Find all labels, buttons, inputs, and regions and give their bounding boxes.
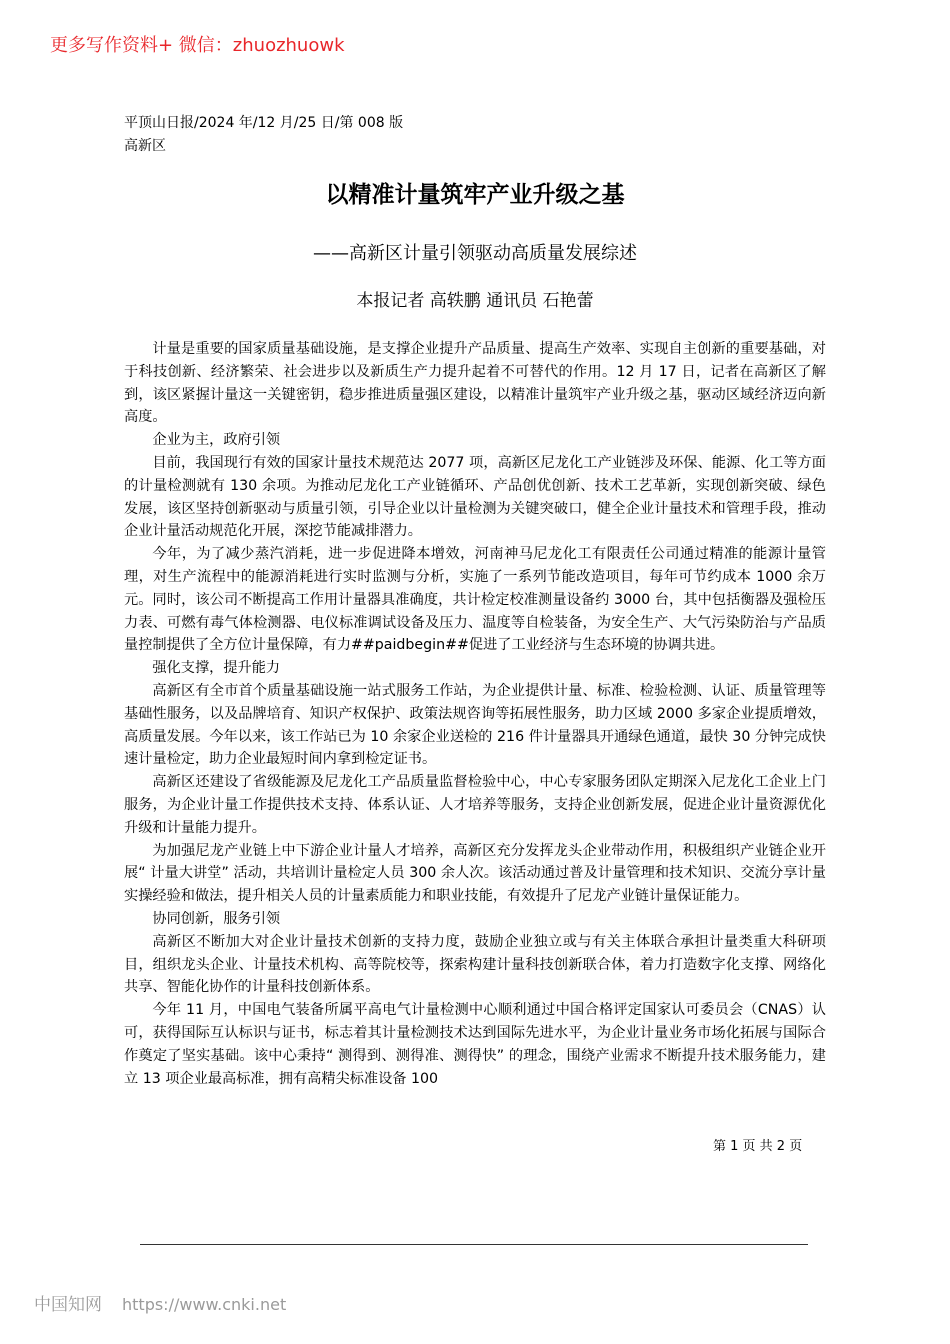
paragraph: 高新区有全市首个质量基础设施一站式服务工作站，为企业提供计量、标准、检验检测、认证、质量管理等基础性服务，以及品牌培育、知识产权保护、政策法规咨询等拓展性服务，助力区域 2000 多家企业提质增效，高质量发展。今年以来，该工作站已为 10 余家企业送检的 216 件计量器具开通绿色通道，最快 30 分钟完成快速计量检定，助力企业最短时间内拿到检定证书。 [124, 682, 826, 768]
source-line: 平顶山日报/2024 年/12 月/25 日/第 008 版高新区 [124, 115, 404, 154]
paragraph: 目前，我国现行有效的国家计量技术规范达 2077 项，高新区尼龙化工产业链涉及环保、能源、化工等方面的计量检测就有 130 余项。为推动尼龙化工产业链循环、产品创优创新、技术工艺革新，实现创新突破、绿色发展，该区坚持创新驱动与质量引领，引导企业以计量检测为关键突破口，健全企业计量技术和管理手段，推动企业计量活动规范化开展，深挖节能减排潜力。 [124, 454, 826, 540]
paragraph: 高新区不断加大对企业计量技术创新的支持力度，鼓励企业独立或与有关主体联合承担计量类重大科研项目，组织龙头企业、计量技术机构、高等院校等，探索构建计量科技创新联合体，着力打造数字化支撑、网络化共享、智能化协作的计量科技创新体系。 [124, 933, 826, 996]
article-title: 以精准计量筑牢产业升级之基 [325, 182, 625, 208]
article-byline: 本报记者 高轶鹏 通讯员 石艳蕾 [356, 291, 594, 311]
article-body [124, 338, 826, 1090]
footer-watermark [34, 1294, 286, 1316]
promo-banner[interactable]: 更多写作资料+ 微信：zhuozhuowk [50, 35, 345, 56]
paragraph: 高新区还建设了省级能源及尼龙化工产品质量监督检验中心，中心专家服务团队定期深入尼龙化工企业上门服务，为企业计量工作提供技术支持、体系认证、人才培养等服务，支持企业创新发展，促进企业计量资源优化升级和计量能力提升。 [124, 774, 826, 836]
paragraph: 今年，为了减少蒸汽消耗，进一步促进降本增效，河南神马尼龙化工有限责任公司通过精准的能源计量管理，对生产流程中的能源消耗进行实时监测与分析，实施了一系列节能改造项目，每年可节约成本 1000 余万元。同时，该公司不断提高工作用计量器具准确度，共计检定校准测量设备约 3000 台，其中包括衡器及强检压力表、可燃有毒气体检测器、电仪标准调试设备及压力、温度等自检装备，为安全生产、大气污染防治与产品质量控制提供了全方位计量保障，有力##paidbegin##促进了工业经济与生态环境的协调共进。 [124, 546, 826, 654]
paragraph: 为加强尼龙产业链上中下游企业计量人才培养，高新区充分发挥龙头企业带动作用，积极组织产业链企业开展“ 计量大讲堂” 活动，共培训计量检定人员 300 余人次。该活动通过普及计量管理和技术知识、交流分享计量实操经验和做法，提升相关人员的计量素质能力和职业技能，有效提升了尼龙产业链计量保证能力。 [124, 842, 826, 905]
section-heading: 协同创新，服务引领 [152, 910, 281, 927]
paragraph: 今年 11 月，中国电气装备所属平高电气计量检测中心顺利通过中国合格评定国家认可委员会（CNAS）认可，获得国际互认标识与证书，标志着其计量检测技术达到国际先进水平，为企业计量业务市场化拓展与国际合作奠定了坚实基础。该中心秉持“ 测得到、测得准、测得快” 的理念，围绕产业需求不断提升技术服务能力，建立 13 项企业最高标准，拥有高精尖标准设备 100 [124, 1002, 826, 1087]
section-heading: 强化支撑，提升能力 [152, 660, 281, 677]
cnki-url[interactable]: https://www.cnki.net [122, 1295, 287, 1314]
cnki-logo-text: 中国知网 [34, 1295, 102, 1315]
paragraph: 计量是重要的国家质量基础设施，是支撑企业提升产品质量、提高生产效率、实现自主创新的重要基础，对于科技创新、经济繁荣、社会进步以及新质生产力提升起着不可替代的作用。12 月 17 日，记者在高新区了解到，该区紧握计量这一关键密钥，稳步推进质量强区建设，以精准计量筑牢产业升级之基，驱动区域经济迈向新高度。 [124, 341, 826, 426]
footer-divider [140, 1244, 808, 1245]
section-heading: 企业为主，政府引领 [152, 432, 281, 449]
page-number: 第 1 页 共 2 页 [713, 1139, 803, 1154]
article-subtitle: ——高新区计量引领驱动高质量发展综述 [313, 243, 637, 264]
